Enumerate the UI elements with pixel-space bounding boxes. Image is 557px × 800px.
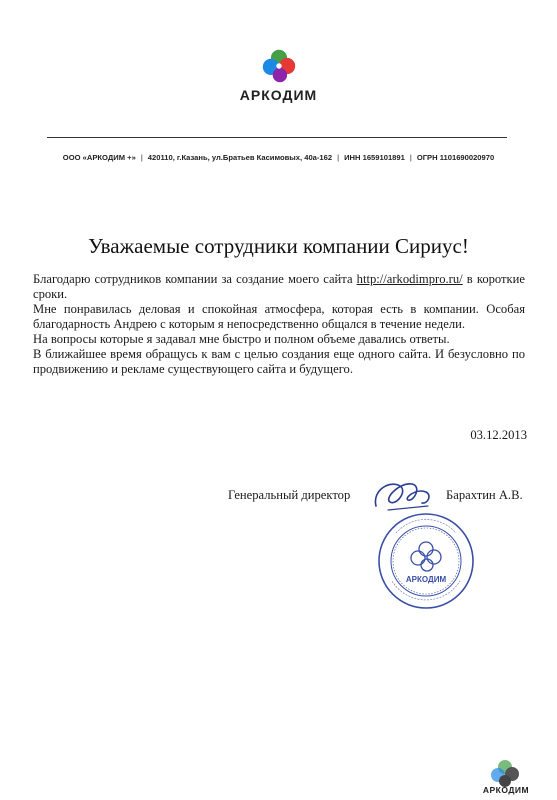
signer-name: Барахтин А.В. (446, 488, 523, 502)
letterhead-logo (0, 0, 557, 105)
footer-logo-text: АРКОДИМ (482, 785, 530, 795)
company-requisites (0, 153, 557, 162)
paragraph-1: Благодарю сотрудников компании за создание моего сайта http://arkodimpro.ru/ в короткие сроки. (33, 272, 525, 301)
clover-icon (261, 48, 297, 84)
website-link[interactable]: http://arkodimpro.ru/ (356, 272, 463, 286)
svg-text:АРКОДИМ: АРКОДИМ (405, 575, 447, 584)
requisites-separator: | (337, 153, 340, 162)
letter-body (33, 272, 525, 377)
company-logo-text: АРКОДИМ (239, 87, 318, 103)
paragraph-2: Мне понравилась деловая и спокойная атмосфера, которая есть в компании. Особая благодарность Андрею с которым я непосредственно общался в течение недели. (33, 302, 525, 331)
signer-role: Генеральный директор (228, 488, 351, 502)
requisites-separator: | (140, 153, 143, 162)
paragraph-3: На вопросы которые я задавал мне быстро и полном объеме давались ответы. (33, 332, 450, 346)
company-name: ООО «АРКОДИМ +» (62, 153, 136, 162)
company-address: 420110, г.Казань, ул.Братьев Касимовых, 40а-162 (147, 153, 333, 162)
letter-date: 03.12.2013 (470, 428, 527, 442)
company-inn: ИНН 1659101891 (344, 153, 405, 162)
header-divider (47, 137, 507, 138)
requisites-separator: | (409, 153, 412, 162)
handwritten-signature (370, 476, 440, 518)
company-seal-stamp (376, 511, 476, 611)
paragraph-4: В ближайшее время обращусь к вам с целью создания еще одного сайта. И безусловно по продвижению и рекламе существующего сайта и будущего. (33, 347, 525, 376)
company-ogrn: ОГРН 1101690020970 (416, 153, 495, 162)
letter-title: Уважаемые сотрудники компании Сириус! (88, 234, 469, 258)
